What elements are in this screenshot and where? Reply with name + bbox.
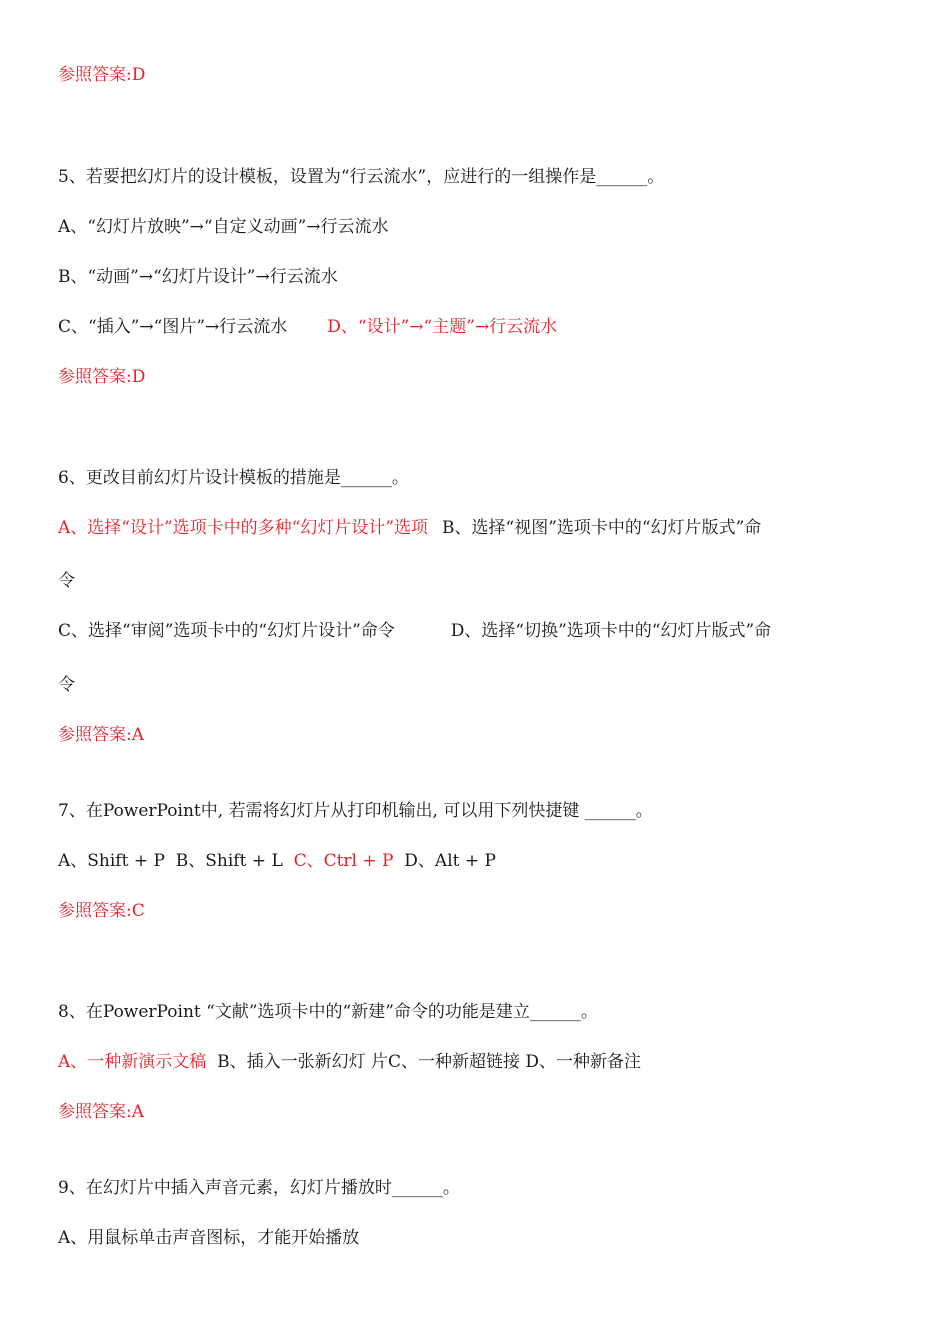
q8-option-b: B、插入一张新幻灯 片 (217, 1052, 388, 1072)
q8-option-a: A、一种新演示文稿 (58, 1052, 207, 1072)
q5-answer: 参照答案:D (58, 367, 146, 387)
q5-option-d: D、“设计”→“主题”→行云流水 (327, 317, 558, 337)
q8-option-c: C、一种新超链接 (388, 1052, 521, 1072)
q7-option-a: A、Shift + P (58, 851, 165, 871)
q6-options-c-d (58, 620, 771, 642)
q7-question: 7、在PowerPoint中, 若需将幻灯片从打印机输出, 可以用下列快捷键 ______。 (58, 801, 653, 821)
q9-question: 9、在幻灯片中插入声音元素，幻灯片播放时______。 (58, 1178, 460, 1198)
q5-option-c: C、“插入”→“图片”→行云流水 (58, 317, 288, 337)
q6-option-a: A、选择“设计”选项卡中的多种“幻灯片设计”选项 (58, 518, 429, 538)
q7-answer: 参照答案:C (58, 901, 145, 921)
q7-options (58, 850, 496, 872)
q5-options-c-d (58, 316, 557, 338)
q6-question: 6、更改目前幻灯片设计模板的措施是______。 (58, 468, 409, 488)
q6-option-d: D、选择“切换”选项卡中的“幻灯片版式”命 (450, 621, 772, 641)
q6-option-b: B、选择“视图”选项卡中的“幻灯片版式”命 (442, 518, 762, 538)
q6-answer: 参照答案:A (58, 725, 145, 745)
q8-question: 8、在PowerPoint “文献”选项卡中的“新建”命令的功能是建立______。 (58, 1002, 598, 1022)
q6-option-b-cont: 令 (58, 571, 75, 591)
q5-option-b: B、“动画”→“幻灯片设计”→行云流水 (58, 267, 338, 287)
q6-option-d-cont: 令 (58, 675, 75, 695)
q8-options (58, 1051, 641, 1073)
q6-option-c: C、选择“审阅”选项卡中的“幻灯片设计”命令 (58, 621, 395, 641)
q4-answer: 参照答案:D (58, 65, 146, 85)
q8-option-d: D、一种新备注 (525, 1052, 642, 1072)
q9-option-a: A、用鼠标单击声音图标，才能开始播放 (58, 1228, 360, 1248)
q7-option-c: C、Ctrl + P (293, 851, 394, 871)
q5-question: 5、若要把幻灯片的设计模板，设置为“行云流水”，应进行的一组操作是______。 (58, 167, 665, 187)
q5-option-a: A、“幻灯片放映”→“自定义动画”→行云流水 (58, 217, 389, 237)
q7-option-b: B、Shift + L (175, 851, 283, 871)
q8-answer: 参照答案:A (58, 1102, 145, 1122)
q6-options-a-b (58, 517, 761, 539)
q7-option-d: D、Alt + P (404, 851, 496, 871)
